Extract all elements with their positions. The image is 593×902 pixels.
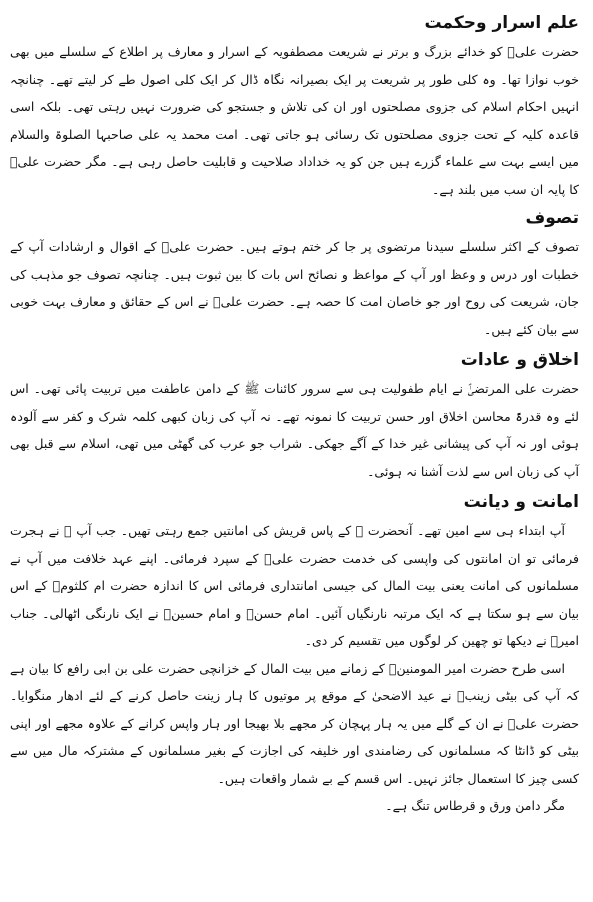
paragraph-asrar-o-hikmat: حضرت علیؑ کو خدائے بزرگ و برتر نے شریعت مصطفویہ کے اسرار و معارف پر اطلاع کے سلسلے میں بھی خوب نوازا تھا۔ وہ کلی طور پر شریعت پر ایک بصیرانہ نگاہ ڈال کر ایک کلی اصول طے کر لیتے تھے۔ چنانچہ انہیں احکام اسلام کی جزوی مصلحتوں اور ان کی تلاش و جستجو کی ضرورت نہیں رہتی تھی۔ بلکہ اسی قاعدہ کلیہ کے تحت جزوی مصلحتوں تک رسائی ہو جاتی تھی۔ امت محمد یہ علی صاحبہا الصلوۃ والسلام میں ایسے بہت سے علماء گزرے ہیں جن کو یہ خداداد صلاحیت و قابلیت حاصل رہی ہے۔ مگر حضرت علیؑ کا پایہ ان سب میں بلند ہے۔ [10,44,579,197]
heading-tasawwuf: تصوف [525,208,579,228]
heading-asrar-o-hikmat: علم اسرار وحکمت [424,13,579,33]
heading-amanat-o-diyanat: امانت و دیانت [463,492,579,512]
paragraph-akhlaq-o-aadat: حضرت علی المرتضیٰؑ نے ایام طفولیت ہی سے سرور کائنات ﷺ کے دامن عاطفت میں تربیت پائی تھی۔ اس لئے وہ قدرۃً محاسن اخلاق اور حسن تربیت کا نمونہ تھے۔ نہ آپ کی زبان کبھی کلمہ شرک و کفر سے آلودہ ہوئی اور نہ آپ کی پیشانی غیر خدا کے آگے جھکی۔ شراب جو عرب کی گھٹی میں تھی، اسلام سے قبل بھی آپ کی زبان اس سے لذت آشنا نہ ہوئی۔ [10,381,579,479]
paragraph-amanat-1: آپ ابتداء ہی سے امین تھے۔ آنحضرت ﷺ کے پاس قریش کی امانتیں جمع رہتی تھیں۔ جب آپ ﷺ نے ہجرت فرمائی تو ان امانتوں کی واپسی کی خدمت حضرت علیؑ کے سپرد فرمائی۔ اپنے عہد خلافت میں آپ نے مسلمانوں کی امانت یعنی بیت المال کی جیسی امانتداری فرمائی اس کا اندازہ حضرت ام کلثومؓ کے اس بیان سے ہو سکتا ہے کہ ایک مرتبہ نارنگیاں آئیں۔ امام حسنؓ و امام حسینؓ نے ایک نارنگی اٹھالی۔ جناب امیرؓ نے دیکھا تو چھین کر لوگوں میں تقسیم کر دی۔ [10,523,579,648]
paragraph-amanat-closing: مگر دامن ورق و قرطاس تنگ ہے۔ [385,798,565,813]
paragraph-amanat-2: اسی طرح حضرت امیر المومنینؓ کے زمانے میں بیت المال کے خزانچی حضرت علی بن ابی رافع کا بیان ہے کہ آپ کی بیٹی زینبؓ نے عید الاضحیٰ کے موقع پر موتیوں کا ہار زینت حاصل کرنے کے لئے ادھار منگوایا۔ حضرت علیؑ نے ان کے گلے میں یہ ہار پہچان کر مجھے بلا بھیجا اور ہار واپس کرانے کے علاوہ مجھے اور اپنی بیٹی کو ڈانٹا کہ مسلمانوں کی رضامندی اور خلیفہ کی اجازت کے بغیر مسلمانوں کے مشترکہ مال میں سے کسی چیز کا استعمال جائز نہیں۔ اس قسم کے بے شمار واقعات ہیں۔ [10,660,579,786]
paragraph-tasawwuf: تصوف کے اکثر سلسلے سیدنا مرتضوی پر جا کر ختم ہوتے ہیں۔ حضرت علیؑ کے اقوال و ارشادات آپ کے خطبات اور درس و وعظ اور آپ کے مواعظ و نصائح اس بات کا بین ثبوت ہیں۔ چنانچہ تصوف جو مذہب کی جان، شریعت کی روح اور جو خاصان امت کا حصہ ہے۔ حضرت علیؑ نے اس کے حقائق و معارف بہت خوبی سے بیان کئے ہیں۔ [10,239,579,337]
heading-akhlaq-o-aadat: اخلاق و عادات [460,350,579,370]
